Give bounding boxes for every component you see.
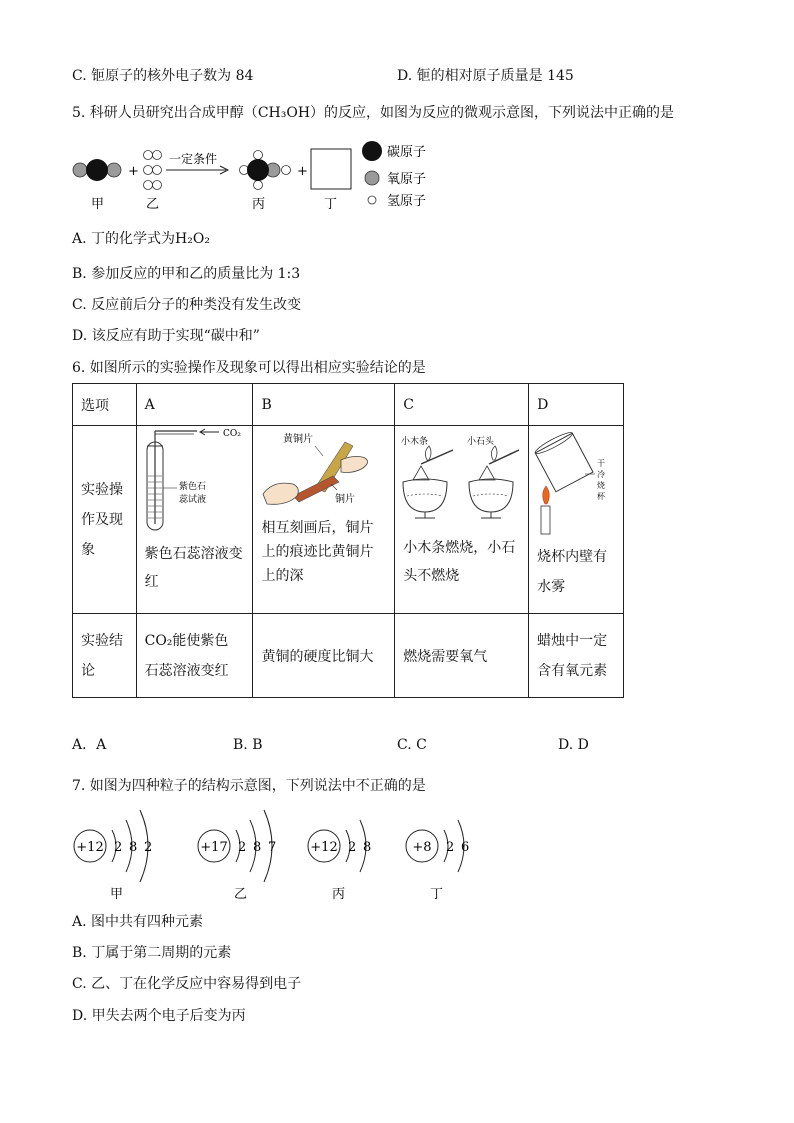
svg-text:氢原子: 氢原子 <box>387 194 427 209</box>
q6-option-b: B. B <box>233 737 263 753</box>
q7-option-a: A. 图中共有四种元素 <box>72 914 204 930</box>
plus-sign-2: + <box>297 164 308 179</box>
table-header-row: 选项 A B C D <box>73 384 624 426</box>
q5-stem: 5. 科研人员研究出合成甲醇（CH₃OH）的反应，如图为反应的微观示意图，下列说法中正确的是 <box>72 105 675 121</box>
q4-option-d: D. 钷的相对原子质量是 145 <box>397 68 574 84</box>
particle-diagrams <box>66 802 486 904</box>
svg-text:丁: 丁 <box>430 887 444 902</box>
svg-text:8: 8 <box>253 840 262 855</box>
svg-text:紫色石: 紫色石 <box>178 482 206 492</box>
svg-text:+12: +12 <box>310 840 338 855</box>
row1-b-text: 相互刻画后，铜片 上的痕迹比黄铜片 上的深 <box>261 520 374 584</box>
svg-text:碳原子: 碳原子 <box>387 145 427 160</box>
svg-text:2: 2 <box>238 840 247 855</box>
q5-option-a: A. 丁的化学式为H₂O₂ <box>72 231 210 247</box>
q5-option-d: D. 该反应有助于实现“碳中和” <box>72 328 260 344</box>
svg-text:蕊试液: 蕊试液 <box>178 495 206 505</box>
svg-text:小木条: 小木条 <box>401 437 429 447</box>
q6-option-c: C. C <box>397 737 427 753</box>
svg-text:氧原子: 氧原子 <box>387 172 427 187</box>
q5-option-b: B. 参加反应的甲和乙的质量比为 1:3 <box>72 266 301 282</box>
row1-a-text: 紫色石蕊溶液变 红 <box>144 546 243 590</box>
unknown-box <box>311 149 351 189</box>
svg-text:丁: 丁 <box>324 197 338 212</box>
svg-text:甲: 甲 <box>110 887 124 902</box>
reaction-diagram <box>66 136 446 216</box>
svg-text:8: 8 <box>363 840 372 855</box>
q6-option-d: D. D <box>558 737 589 753</box>
svg-text:干: 干 <box>597 459 606 468</box>
svg-text:丙: 丙 <box>252 197 266 212</box>
row1-c-text: 小木条燃烧，小石 头不燃烧 <box>403 540 516 584</box>
molecule-yi <box>144 151 162 190</box>
svg-text:杯: 杯 <box>597 492 606 501</box>
molecule-jia <box>73 159 121 181</box>
row2-c-text: 燃烧需要氧气 <box>403 648 488 665</box>
row2-d-text: 蜡烛中一定 含有氧元素 <box>537 632 608 679</box>
table-row-operation <box>73 426 624 614</box>
q5-option-c: C. 反应前后分子的种类没有发生改变 <box>72 297 302 313</box>
row2-label: 实验结 论 <box>81 632 123 679</box>
svg-text:CO₂: CO₂ <box>222 429 241 439</box>
fig-a-test-tube <box>137 426 251 536</box>
svg-text:+17: +17 <box>200 840 228 855</box>
particle-jia <box>74 810 152 902</box>
svg-text:8: 8 <box>129 840 138 855</box>
svg-text:铜片: 铜片 <box>335 494 356 505</box>
svg-text:2: 2 <box>144 840 153 855</box>
svg-text:2: 2 <box>446 840 455 855</box>
table-row-conclusion <box>73 614 624 698</box>
q4-option-c: C. 钷原子的核外电子数为 84 <box>72 68 254 84</box>
svg-text:+12: +12 <box>76 840 104 855</box>
q7-option-d: D. 甲失去两个电子后变为丙 <box>72 1008 246 1024</box>
legend-carbon-icon <box>362 141 382 161</box>
svg-text:6: 6 <box>461 840 470 855</box>
q7-option-c: C. 乙、丁在化学反应中容易得到电子 <box>72 976 302 992</box>
reaction-condition: 一定条件 <box>169 152 218 166</box>
fig-c-burning <box>395 426 526 530</box>
svg-text:甲: 甲 <box>91 197 105 212</box>
svg-text:+8: +8 <box>412 840 432 855</box>
svg-text:2: 2 <box>348 840 357 855</box>
row2-b-text: 黄铜的硬度比铜大 <box>261 648 374 665</box>
svg-text:2: 2 <box>114 840 123 855</box>
q7-option-b: B. 丁属于第二周期的元素 <box>72 945 232 961</box>
q6-stem: 6. 如图所示的实验操作及现象可以得出相应实验结论的是 <box>72 360 426 376</box>
svg-text:烧: 烧 <box>597 481 606 490</box>
svg-text:冷: 冷 <box>597 470 606 479</box>
particle-bing <box>308 820 371 902</box>
experiment-table <box>72 383 624 698</box>
svg-text:小石头: 小石头 <box>467 437 495 447</box>
legend-hydrogen-icon <box>368 196 376 204</box>
particle-yi <box>198 810 276 902</box>
svg-text:乙: 乙 <box>146 197 160 212</box>
q7-stem: 7. 如图为四种粒子的结构示意图，下列说法中不正确的是 <box>72 778 426 794</box>
particle-ding <box>406 820 469 902</box>
svg-text:乙: 乙 <box>234 887 248 902</box>
svg-text:丙: 丙 <box>332 887 346 902</box>
row2-a-text: CO₂能使紫色 石蕊溶液变红 <box>144 632 229 679</box>
plus-sign-1: + <box>128 164 139 179</box>
molecule-bing <box>240 151 291 190</box>
q6-option-a: A．A <box>72 737 107 753</box>
fig-d-candle-beaker <box>529 426 621 538</box>
legend-oxygen-icon <box>365 171 379 185</box>
row1-label: 实验操 作及现 象 <box>81 481 123 558</box>
row1-d-text: 烧杯内壁有 水雾 <box>537 549 608 595</box>
svg-text:黄铜片: 黄铜片 <box>283 434 314 445</box>
svg-text:7: 7 <box>268 840 277 855</box>
fig-b-scratch <box>253 426 392 512</box>
methanol-formula: CH₃OH <box>257 105 311 121</box>
